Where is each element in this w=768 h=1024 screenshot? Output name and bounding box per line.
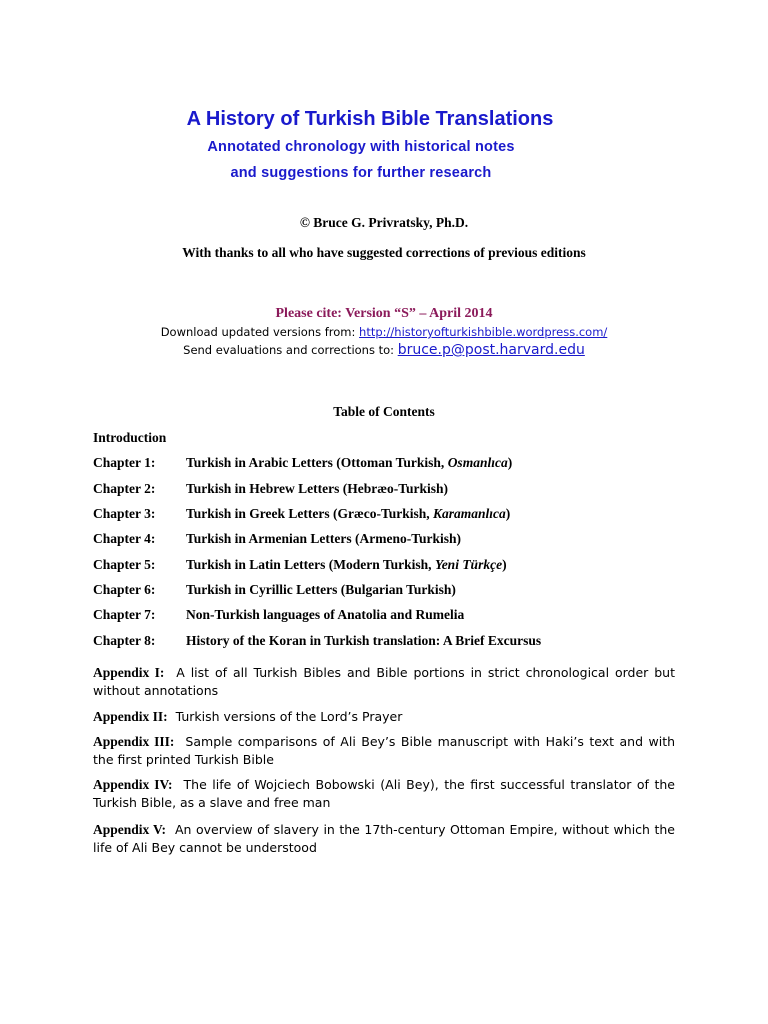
toc-chapter-7 — [93, 607, 464, 623]
author-line: © Bruce G. Privratsky, Ph.D. — [299, 215, 469, 230]
appendix-number: Appendix III: — [93, 734, 175, 749]
appendix-title: The life of Wojciech Bobowski (Ali Bey), the first successful translator of the Turkish Bible, as a slave and free man — [93, 777, 675, 810]
chapter-number: Chapter 2: — [93, 481, 156, 496]
toc-appendix-4 — [93, 776, 675, 812]
appendix-title: An overview of slavery in the 17th-century Ottoman Empire, without which the life of Ali Bey cannot be understood — [93, 822, 675, 855]
chapter-title: Turkish in Latin Letters (Modern Turkish, — [186, 557, 435, 572]
appendix-title: Turkish versions of the Lord’s Prayer — [167, 709, 403, 724]
chapter-title: Turkish in Cyrillic Letters (Bulgarian Turkish) — [186, 582, 456, 597]
appendix-number: Appendix IV: — [93, 777, 173, 792]
toc-chapter-6 — [93, 582, 456, 598]
chapter-number: Chapter 1: — [93, 455, 156, 470]
chapter-number: Chapter 5: — [93, 557, 156, 572]
download-line — [0, 325, 768, 339]
toc-chapter-3 — [93, 506, 510, 522]
download-link[interactable]: http://historyofturkishbible.wordpress.com/ — [359, 325, 608, 339]
chapter-title-italic: Karamanlıca — [433, 506, 506, 521]
chapter-title: Turkish in Armenian Letters (Armeno-Turkish) — [186, 531, 462, 546]
toc-chapter-2 — [93, 481, 448, 497]
chapter-title: Non-Turkish languages of Anatolia and Rumelia — [186, 607, 465, 622]
toc-heading: Table of Contents — [333, 404, 435, 419]
appendix-number: Appendix I: — [93, 665, 165, 680]
toc-chapter-8 — [93, 633, 541, 649]
chapter-title-italic: Yeni Türkçe — [434, 557, 503, 572]
chapter-number: Chapter 8: — [93, 633, 156, 648]
toc-introduction: Introduction — [93, 430, 167, 445]
document-title: A History of Turkish Bible Translations — [186, 108, 554, 130]
subtitle-line-1: Annotated chronology with historical notes — [207, 139, 515, 155]
chapter-title-italic: Osmanlıca — [447, 455, 508, 470]
toc-appendix-5 — [93, 821, 675, 857]
chapter-number: Chapter 6: — [93, 582, 156, 597]
toc-chapter-5 — [93, 557, 507, 573]
chapter-title-end: ) — [507, 455, 513, 470]
chapter-number: Chapter 3: — [93, 506, 156, 521]
toc-appendix-2 — [93, 708, 675, 726]
appendix-title: A list of all Turkish Bibles and Bible portions in strict chronological order but without annotations — [93, 665, 675, 698]
chapter-number: Chapter 4: — [93, 531, 156, 546]
download-label: Download updated versions from: — [160, 325, 360, 339]
send-label: Send evaluations and corrections to: — [183, 343, 398, 357]
subtitle-line-2: and suggestions for further research — [230, 165, 492, 181]
send-corrections-line — [0, 342, 768, 358]
thanks-line: With thanks to all who have suggested corrections of previous editions — [182, 245, 586, 260]
email-link[interactable]: bruce.p@post.harvard.edu — [397, 342, 585, 358]
chapter-title: Turkish in Arabic Letters (Ottoman Turkish, — [186, 455, 448, 470]
chapter-title: Turkish in Hebrew Letters (Hebræo-Turkish) — [186, 481, 449, 496]
appendix-number: Appendix II: — [93, 709, 168, 724]
toc-chapter-1 — [93, 455, 512, 471]
appendix-number: Appendix V: — [93, 822, 166, 837]
chapter-title: History of the Koran in Turkish translation: A Brief Excursus — [186, 633, 542, 648]
chapter-number: Chapter 7: — [93, 607, 156, 622]
chapter-title: Turkish in Greek Letters (Græco-Turkish, — [186, 506, 434, 521]
toc-appendix-1 — [93, 664, 675, 700]
toc-chapter-4 — [93, 531, 461, 547]
chapter-title-end: ) — [505, 506, 511, 521]
toc-appendix-3 — [93, 733, 675, 769]
citation-version: Please cite: Version “S” – April 2014 — [275, 306, 493, 321]
chapter-title-end: ) — [502, 557, 507, 572]
appendix-title: Sample comparisons of Ali Bey’s Bible manuscript with Haki’s text and with the first printed Turkish Bible — [93, 734, 676, 767]
